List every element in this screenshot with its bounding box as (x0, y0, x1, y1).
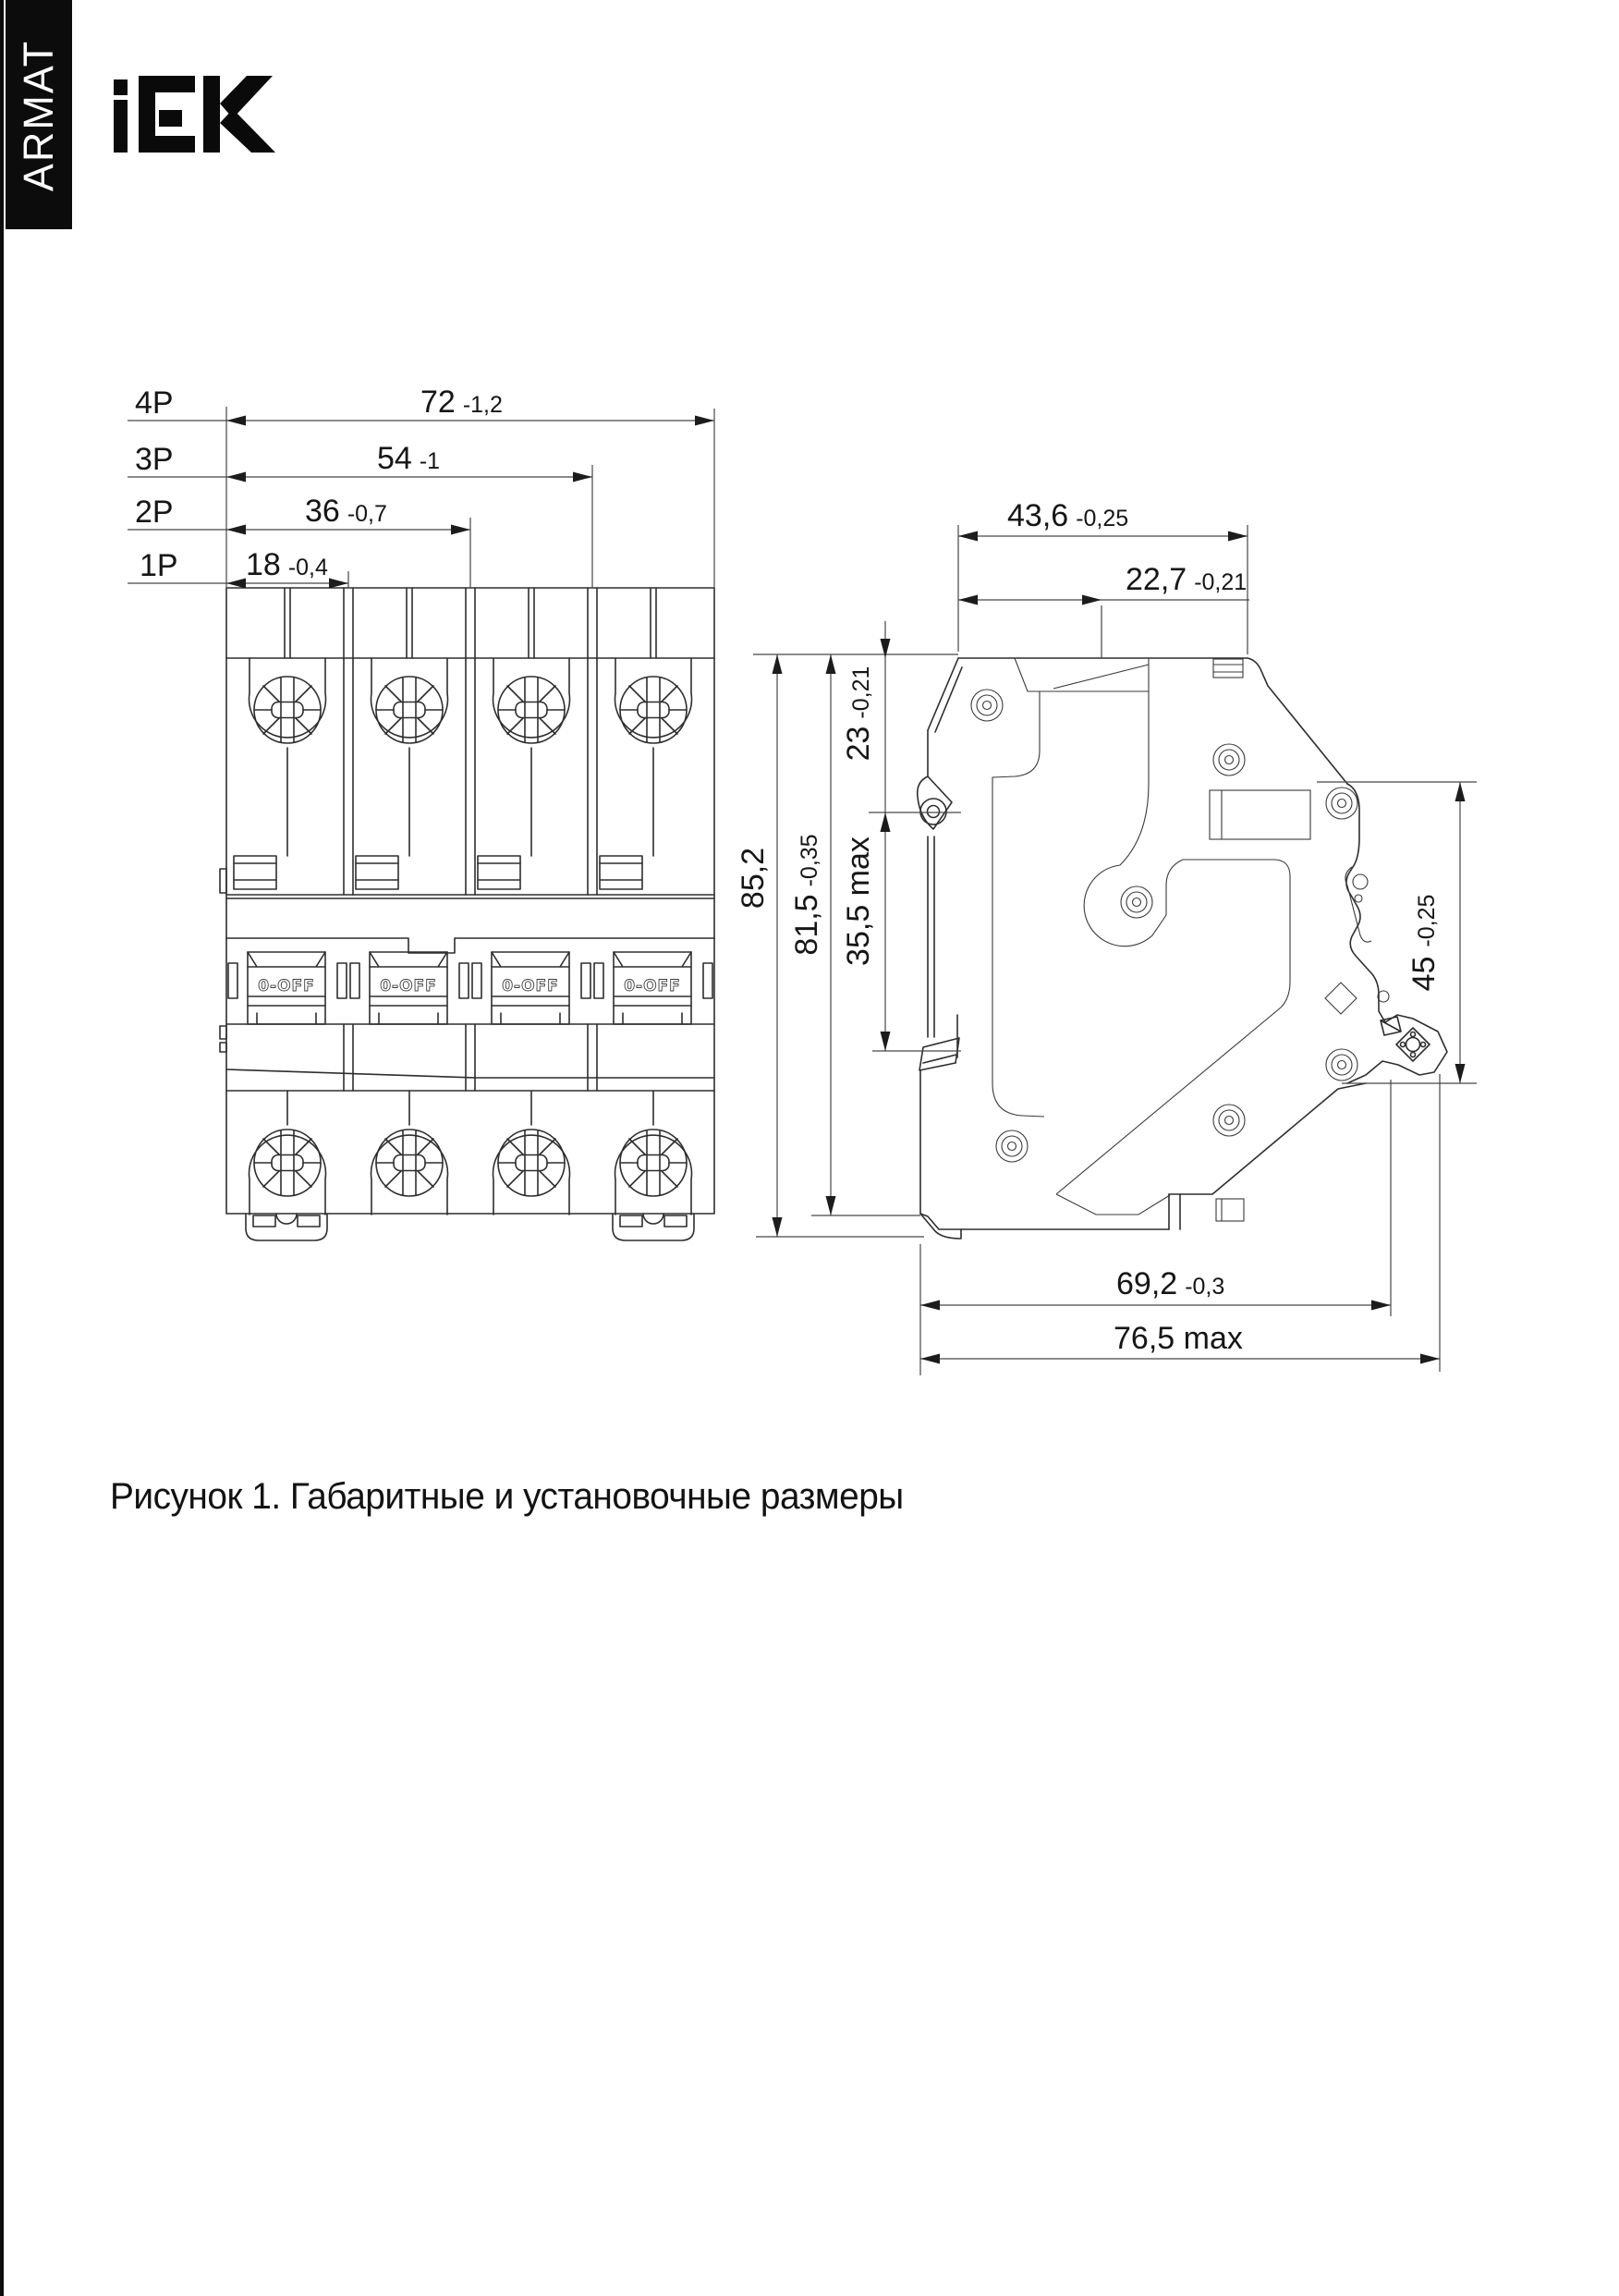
figure-caption: Рисунок 1. Габаритные и установочные размеры (110, 1476, 904, 1517)
dim-overall-height: 85,2 (736, 847, 771, 910)
dim-top-to-latch: 23-0,21 (841, 666, 876, 762)
front-view-drawing (220, 588, 714, 1240)
din-foot-left (246, 1214, 327, 1240)
side-view-dimensions (736, 498, 1477, 1375)
din-foot-right (613, 1214, 694, 1240)
rivets (971, 690, 1357, 1162)
dim-width-4p: 72 -1,2 (420, 385, 503, 420)
terminal-screws (250, 658, 692, 1215)
side-view-drawing (918, 658, 1447, 1239)
dim-top-width: 43,6 -0,25 (1007, 498, 1129, 533)
front-view-dimensions (128, 385, 714, 589)
dim-overall-depth: 76,5 max (1114, 1321, 1243, 1356)
toggle-levers (248, 952, 691, 1024)
toggle-label-2: 0-OFF (380, 977, 437, 995)
dim-handle-width: 22,7 -0,21 (1126, 562, 1248, 597)
dim-mounting-depth: 69,2 -0,3 (1116, 1266, 1225, 1301)
dim-width-1p: 18 -0,4 (246, 547, 328, 582)
toggle-label-1: 0-OFF (258, 977, 315, 995)
brand-strip-label: ARMAT (15, 39, 62, 192)
pole-label-2p: 2P (135, 495, 174, 530)
toggle-label-4: 0-OFF (624, 977, 681, 995)
dim-width-2p: 36 -0,7 (305, 494, 387, 529)
toggle-label-3: 0-OFF (502, 977, 559, 995)
dim-latch-zone: 35,5 max (841, 837, 876, 966)
dim-body-height: 81,5-0,35 (789, 834, 824, 956)
dim-front-face-height: 45-0,25 (1406, 894, 1442, 992)
pole-label-1p: 1P (140, 548, 178, 583)
pole-label-3p: 3P (135, 442, 174, 477)
pole-label-4p: 4P (135, 385, 174, 421)
dim-width-3p: 54 -1 (377, 441, 441, 476)
